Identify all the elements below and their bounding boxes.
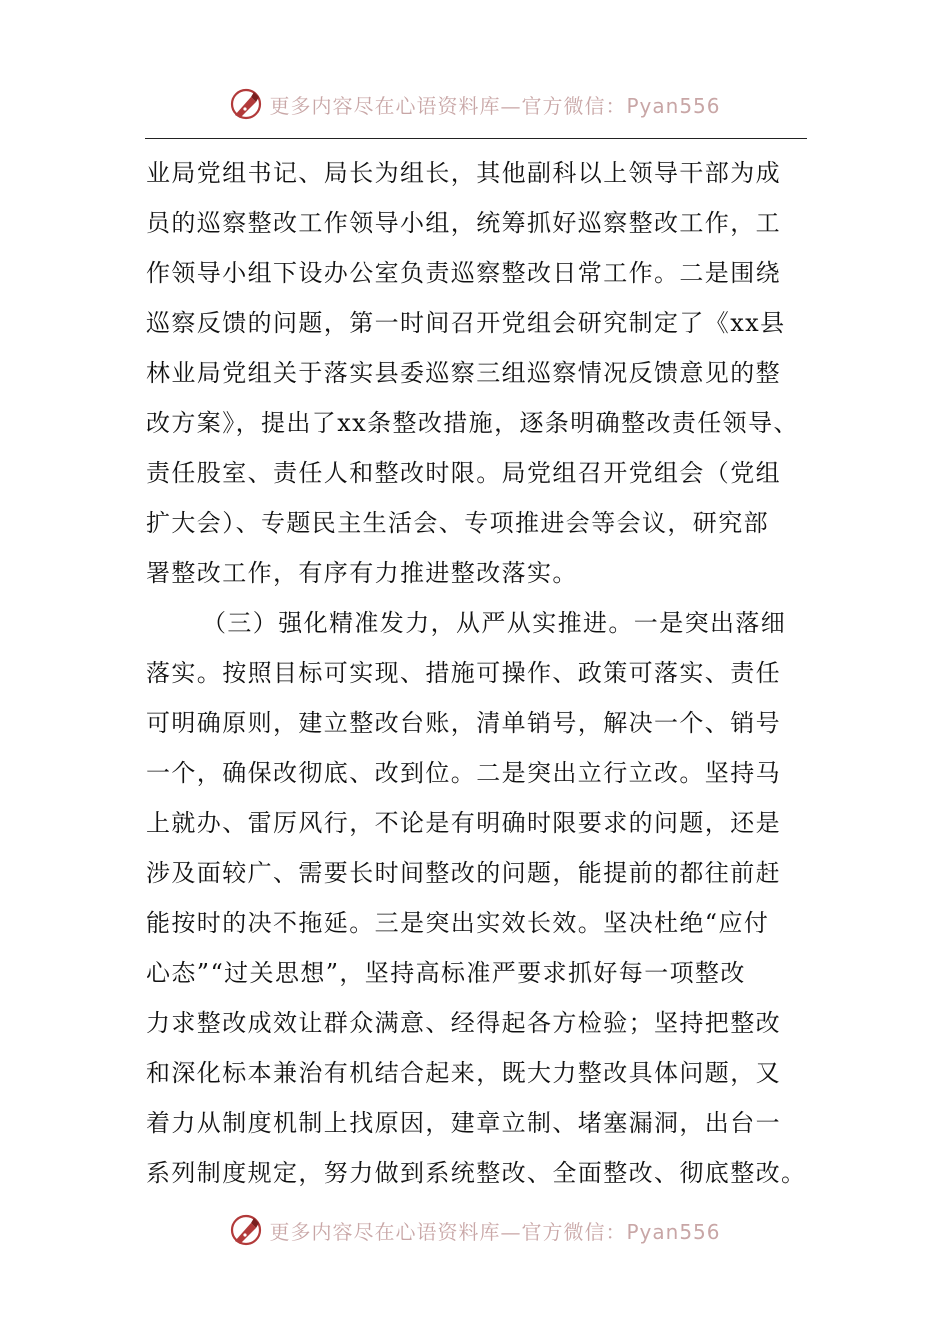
banner-wechat-id: Pyan556 xyxy=(626,93,721,118)
body-line: 涉及面较广、需要长时间整改的问题，能提前的都往前赶 xyxy=(146,859,781,887)
body-line: 系列制度规定，努力做到系统整改、全面整改、彻底整改。 xyxy=(146,1159,807,1187)
body-line: 扩大会）、专题民主生活会、专项推进会等会议，研究部 xyxy=(146,509,769,537)
pen-nib-icon xyxy=(229,87,263,121)
body-line: 心态”“过关思想”，坚持高标准严要求抓好每一项整改 xyxy=(146,959,746,987)
document-body xyxy=(146,148,814,1198)
header-banner xyxy=(0,84,950,124)
footer-banner xyxy=(0,1210,950,1250)
footer-banner-text xyxy=(269,1216,720,1245)
body-line: 林业局党组关于落实县委巡察三组巡察情况反馈意见的整 xyxy=(146,359,781,387)
body-line: 力求整改成效让群众满意、经得起各方检验；坚持把整改 xyxy=(146,1009,781,1037)
body-line: 业局党组书记、局长为组长，其他副科以上领导干部为成 xyxy=(146,159,781,187)
banner-text-cn: 更多内容尽在心语资料库—官方微信： xyxy=(269,93,627,118)
body-line: 和深化标本兼治有机结合起来，既大力整改具体问题，又 xyxy=(146,1059,781,1087)
body-line: 一个，确保改彻底、改到位。二是突出立行立改。坚持马 xyxy=(146,759,781,787)
banner-text-cn: 更多内容尽在心语资料库—官方微信： xyxy=(269,1219,627,1244)
banner-wechat-id: Pyan556 xyxy=(626,1219,721,1244)
body-line: 着力从制度机制上找原因，建章立制、堵塞漏洞，出台一 xyxy=(146,1109,781,1137)
body-line: 巡察反馈的问题，第一时间召开党组会研究制定了《xx县 xyxy=(146,309,786,337)
header-rule xyxy=(145,138,807,139)
body-line: 可明确原则，建立整改台账，清单销号，解决一个、销号 xyxy=(146,709,781,737)
body-line: 员的巡察整改工作领导小组，统筹抓好巡察整改工作，工 xyxy=(146,209,781,237)
body-line: 署整改工作，有序有力推进整改落实。 xyxy=(146,559,578,587)
section-heading-line: （三）强化精准发力，从严从实推进。一是突出落细 xyxy=(202,609,787,637)
body-line: 能按时的决不拖延。三是突出实效长效。坚决杜绝“应付 xyxy=(146,909,770,937)
header-banner-text xyxy=(269,90,720,119)
body-line: 落实。按照目标可实现、措施可操作、政策可落实、责任 xyxy=(146,659,781,687)
body-line: 责任股室、责任人和整改时限。局党组召开党组会（党组 xyxy=(146,459,781,487)
body-line: 改方案》，提出了xx条整改措施，逐条明确整改责任领导、 xyxy=(146,409,799,437)
body-line: 作领导小组下设办公室负责巡察整改日常工作。二是围绕 xyxy=(146,259,781,287)
body-line: 上就办、雷厉风行，不论是有明确时限要求的问题，还是 xyxy=(146,809,781,837)
pen-nib-icon xyxy=(229,1213,263,1247)
